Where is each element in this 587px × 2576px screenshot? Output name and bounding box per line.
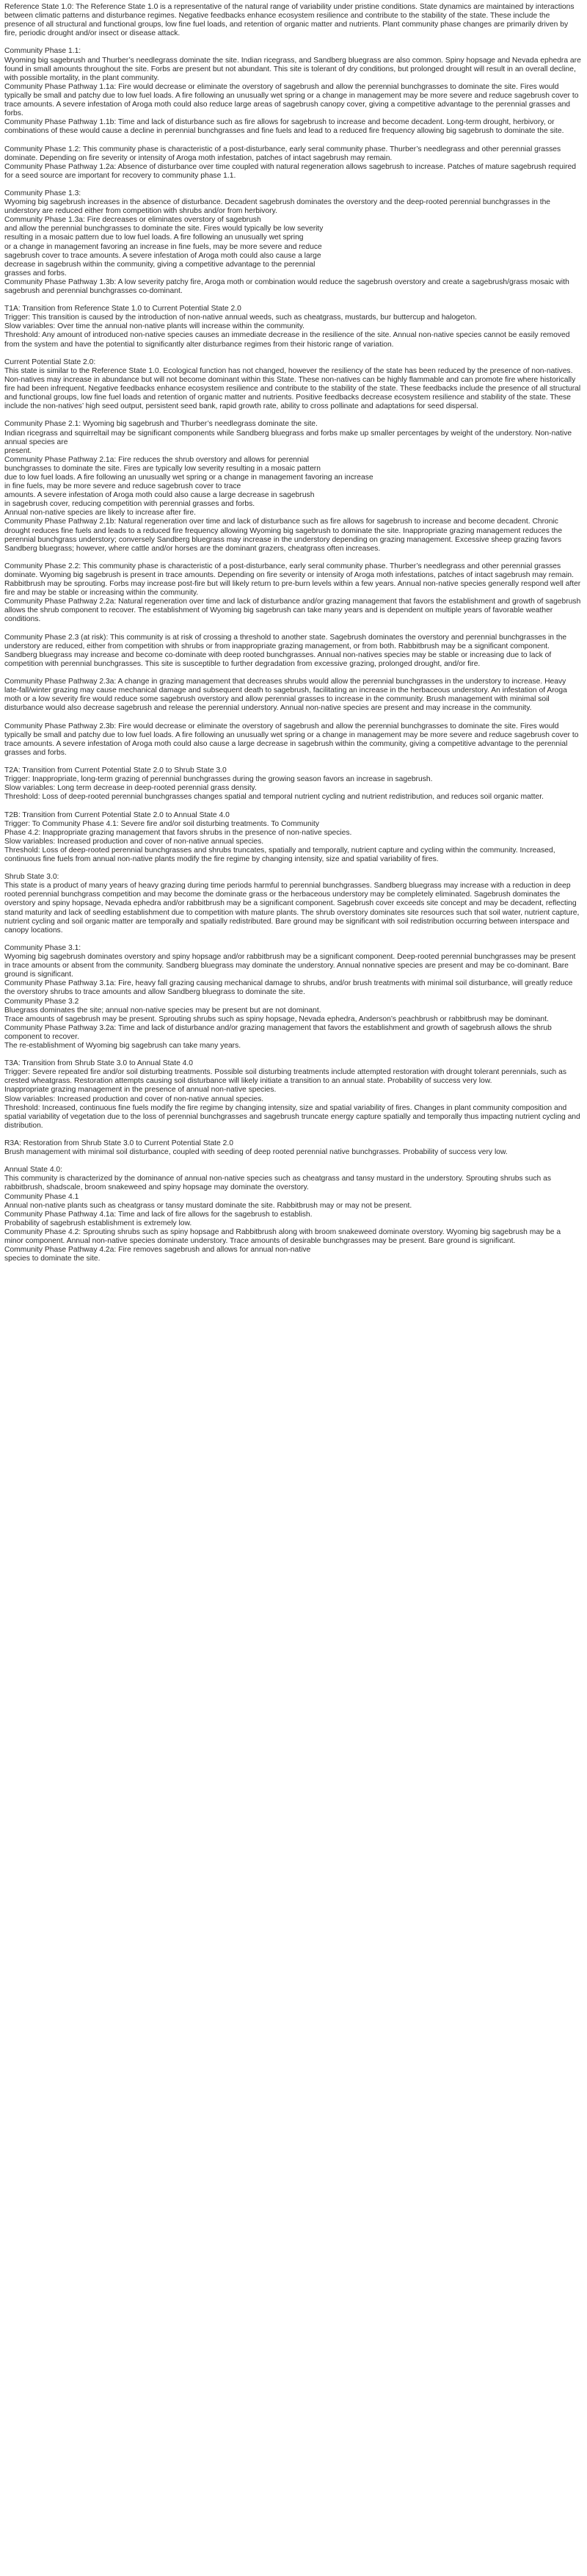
text-paragraph: Community Phase 4.2: Sprouting shrubs such as spiny hopsage and Rabbitbrush along with broom snakeweed dominate overstory. Wyoming big sagebrush may be a minor component. Annual non-native species dominate understory. Trace amounts of desirable bunchgrasses may be present. Bare ground is significant. (4, 1227, 563, 1246)
text-paragraph: Trigger: This transition is caused by the introduction of non-native annual weeds, such as cheatgrass, mustards, bur buttercup and halogeton. (4, 313, 477, 322)
section-7 (4, 420, 581, 553)
text-paragraph: Community Phase Pathway 2.1b: Natural regeneration over time and lack of disturbance such as fire allows for sagebrush to increase and become decadent. Chronic drought reduces fine fuels and leads to a reduced fire frequency allowing Wyoming big sagebrush to dominate the site. Inappropriate grazing management reduces the perennial bunchgrass understory; conversely Sandberg bluegrass may increase in the understory depending on grazing management. Excessive sheep grazing favors Sandberg bluegrass; however, where cattle and/or horses are the dominant grazers, cheatgrass often increases. (4, 518, 564, 553)
text-paragraph: Trigger: Severe repeated fire and/or soil disturbing treatments. Possible soil disturbing treatments include attempted restoration with drought tolerant perennials, such as crested wheatgrass. Restoration attempts causing soil disturbance will likely initiate a transition to an annual state. Probability of success very low. (4, 1068, 569, 1086)
text-paragraph: bunchgrasses to dominate the site. Fires are typically low severity resulting in a mosaic pattern (4, 464, 321, 473)
text-paragraph: Probability of sagebrush establishment is extremely low. (4, 1219, 192, 1227)
text-paragraph: Community Phase Pathway 4.1a: Time and lack of fire allows for the sagebrush to establish. (4, 1210, 313, 1219)
text-paragraph: Community Phase 2.3 (at risk): This community is at risk of crossing a threshold to another state. Sagebrush dominates the overstory and perennial bunchgrasses in the understory are reduced, either from competition with shrubs or from inappropriate grazing management, or from both. Rabbitbrush may be a significant component. Sandberg bluegrass may increase and become co-dominate with deep rooted bunchgrasses. Annual non-natives species may be stable or increasing due to lack of competition with perennial bunchgrasses. This site is susceptible to further degradation from excessive grazing, prolonged drought, and/or fire. (4, 633, 569, 668)
text-paragraph: Bluegrass dominates the site; annual non-native species may be present but are not dominant. (4, 1006, 321, 1015)
text-paragraph: sagebrush cover to trace amounts. A severe infestation of Aroga moth could also cause a large (4, 251, 321, 260)
text-paragraph: Slow variables: Long term decrease in deep-rooted perennial grass density. (4, 784, 257, 793)
section-5 (4, 305, 581, 349)
text-paragraph: Reference State 1.0: The Reference State 1.0 is a representative of the natural range of variability under pristine conditions. State dynamics are maintained by interactions between climatic patterns and disturbance regimes. Negative feedbacks enhance ecosystem resilience and contribute to the stability of the state. These include the presence of all structural and functional groups, low fine fuel loads, and retention of organic matter and nutrients. Plant community phase changes are primarily driven by fire, periodic drought and/or insect or disease attack. (4, 3, 577, 38)
text-paragraph: Annual non-native plants such as cheatgrass or tansy mustard dominate the site. Rabbitbrush may or may not be present. (4, 1201, 412, 1210)
text-paragraph: Shrub State 3.0: (4, 873, 59, 882)
text-paragraph: This community is characterized by the dominance of annual non-native species such as cheatgrass and tansy mustard in the understory. Sprouting shrubs such as rabbitbrush, shadscale, broom snakeweed and spiny hopsage may dominate the overstory. (4, 1175, 553, 1192)
text-paragraph: Inappropriate grazing management in the presence of annual non-native species. (4, 1086, 277, 1095)
text-paragraph: Community Phase Pathway 1.2a: Absence of disturbance over time coupled with natural regeneration allows sagebrush to increase. Patches of mature sagebrush required for a seed source are important for recovery to community phase 1.1. (4, 162, 578, 180)
text-paragraph: Wyoming big sagebrush and Thurber’s needlegrass dominate the site. Indian ricegrass, and Sandberg bluegrass are also common. Spiny hopsage and Nevada ephedra are found in small amounts throughout the site. Forbs are present but not abundant. This site is tolerant of dry conditions, but prolonged drought will result in an overall decline, with possible mortality, in the plant community. (4, 56, 583, 82)
section-18 (4, 1166, 581, 1263)
text-paragraph: Community Phase 4.1 (4, 1192, 79, 1201)
text-paragraph: decrease in sagebrush within the community, giving a competitive advantage to the perennial (4, 260, 316, 269)
text-paragraph: Brush management with minimal soil disturbance, coupled with seeding of deep rooted perennial native bunchgrasses. Probability of success very low. (4, 1148, 508, 1157)
section-11 (4, 722, 581, 758)
text-paragraph: species to dominate the site. (4, 1255, 101, 1263)
text-paragraph: Community Phase Pathway 1.1b: Time and lack of disturbance such as fire allows for sagebrush to increase and become decadent. Long-term drought, herbivory, or combinations of these would cause a decline in perennial bunchgrasses and fine fuels and lead to a reduced fire frequency allowing big sagebrush to dominate the site. (4, 118, 564, 136)
text-paragraph: Community Phase 1.1: (4, 47, 81, 56)
text-paragraph: Annual non-native species are likely to increase after fire. (4, 509, 196, 518)
text-paragraph: amounts. A severe infestation of Aroga moth could also cause a large decrease in sagebrush (4, 491, 315, 500)
text-paragraph: Community Phase Pathway 2.3b: Fire would decrease or eliminate the overstory of sagebrush and allow the perennial bunchgrasses to dominate the site. Fires would typically be small and patchy due to low fuel loads. A fire following an unusually wet spring or a change in management may be more severe and reduce sagebrush cover to trace amounts. A severe infestation of Aroga moth could also cause a large decrease in sagebrush within the community, giving a competitive advantage to the perennial grasses and forbs. (4, 722, 581, 757)
text-paragraph: Community Phase 2.2: This community phase is characteristic of a post-disturbance, early seral community phase. Thurber’s needlegrass and other perennial grasses dominate. Wyoming big sagebrush is present in trace amounts. Depending on fire severity or intensity of Aroga moth infestations, patches of intact sagebrush may remain. Rabbitbrush may be sprouting. Forbs may increase post-fire but will likely return to pre-burn levels within a few years. Annual non-native species generally respond well after fire and may be stable or increasing within the community. (4, 562, 583, 598)
text-paragraph: or a change in management favoring an increase in fine fuels, may be more severe and reduce (4, 242, 322, 251)
text-paragraph: R3A: Restoration from Shrub State 3.0 to Current Potential State 2.0 (4, 1139, 233, 1147)
text-paragraph: The re-establishment of Wyoming big sagebrush can take many years. (4, 1041, 241, 1050)
text-paragraph: Community Phase Pathway 1.3b: A low severity patchy fire, Aroga moth or combination would reduce the sagebrush overstory and create a sagebrush/grass mosaic with sagebrush and perennial bunchgrasses co-dominant. (4, 277, 572, 295)
text-paragraph: Phase 4.2: Inappropriate grazing management that favors shrubs in the presence of non-native species. (4, 828, 352, 837)
text-paragraph: Trigger: Inappropriate, long-term grazing of perennial bunchgrasses during the growing season favors an increase in sagebrush. (4, 775, 433, 784)
text-paragraph: Threshold: Loss of deep-rooted perennial bunchgrasses and shrubs truncates, spatially and temporally, nutrient capture and cycling within the community. Increased, continuous fine fuels from annual non-native plants modify the fire regime by changing intensity, size and spatial variability of fires. (4, 846, 558, 863)
text-paragraph: Threshold: Increased, continuous fine fuels modify the fire regime by changing intensity, size and spatial variability of fires. Changes in plant community composition and spatial variability of vegetation due to the loss of perennial bunchgrasses and sagebrush truncate energy capture spatially and temporally thus impacting nutrient cycling and distribution. (4, 1103, 583, 1130)
text-paragraph: present. (4, 446, 32, 455)
text-paragraph: T3A: Transition from Shrub State 3.0 to Annual State 4.0 (4, 1059, 193, 1068)
text-paragraph: Trigger: To Community Phase 4.1: Severe fire and/or soil disturbing treatments. To Community (4, 819, 320, 828)
text-paragraph: in fine fuels, may be more severe and reduce sagebrush cover to trace (4, 482, 241, 491)
section-2 (4, 47, 581, 136)
text-paragraph: Community Phase Pathway 1.1a: Fire would decrease or eliminate the overstory of sagebrush and allow the perennial bunchgrasses to dominate the site. Fires would typically be small and patchy due to low fuel loads. A fire following an unusually wet spring or a change in management may be more severe and reduce sagebrush cover to trace amounts. A severe infestation of Aroga moth could also reduce large areas of sagebrush canopy cover, giving a competitive advantage to the perennial grasses and forbs. (4, 82, 581, 118)
text-paragraph: Community Phase 2.1: Wyoming big sagebrush and Thurber’s needlegrass dominate the site. (4, 420, 318, 429)
text-paragraph: Annual State 4.0: (4, 1166, 63, 1175)
text-paragraph: and allow the perennial bunchgrasses to dominate the site. Fires would typically be low severity (4, 225, 324, 233)
section-16 (4, 1059, 581, 1131)
text-paragraph: Community Phase 1.3: (4, 189, 81, 197)
section-9 (4, 634, 581, 669)
section-14 (4, 873, 581, 935)
text-paragraph: Community Phase 1.3a: Fire decreases or eliminates overstory of sagebrush (4, 216, 261, 225)
section-1 (4, 3, 581, 38)
text-paragraph: Community Phase Pathway 4.2a: Fire removes sagebrush and allows for annual non-native (4, 1246, 311, 1255)
text-paragraph: Community Phase 1.2: This community phase is characteristic of a post-disturbance, early seral community phase. Thurber’s needlegrass and other perennial grasses dominate. Depending on fire severity or intensity of Aroga moth infestation, patches of intact sagebrush may remain. (4, 145, 564, 162)
text-paragraph: Community Phase Pathway 3.2a: Time and lack of disturbance and/or grazing management that favors the establishment and growth of sagebrush allows the shrub component to recover. (4, 1023, 554, 1041)
section-4 (4, 189, 581, 296)
text-paragraph: Community Phase Pathway 2.3a: A change in grazing management that decreases shrubs would allow the perennial bunchgrasses in the understory to increase. Heavy late-fall/winter grazing may cause mechanical damage and subsequent death to sagebrush, facilitating an increase in the herbaceous understory. An infestation of Aroga moth or a low severity fire would reduce some sagebrush overstory and allow perennial grasses to increase in the community. Brush management with minimal soil disturbance would also decrease sagebrush and release the perennial understory. Annual non-native species are present and may increase in the community. (4, 678, 569, 713)
text-paragraph: Wyoming big sagebrush increases in the absence of disturbance. Decadent sagebrush dominates the overstory and the deep-rooted perennial bunchgrasses in the understory are reduced either from competition with shrubs and/or from herbivory. (4, 198, 553, 216)
section-17 (4, 1139, 581, 1157)
text-paragraph: This state is a product of many years of heavy grazing during time periods harmful to perennial bunchgrasses. Sandberg bluegrass may increase with a reduction in deep rooted perennial bunchgrass competition and may become the dominate grass or the herbaceous understory may be completely eliminated. Sagebrush dominates the overstory and spiny hopsage, Nevada ephedra and/or rabbitbrush may be a significant component. Sagebrush cover exceeds site concept and may be decadent, reflecting stand maturity and lack of seedling establishment due to competition with mature plants. The shrub overstory dominates site resources such that soil water, nutrient capture, nutrient cycling and soil organic matter are temporally and spatially redistributed. Bare ground may be significant with soil redistribution occurring between interspace and canopy locations. (4, 882, 582, 935)
text-paragraph: Slow variables: Increased production and cover of non-native annual species. (4, 837, 264, 846)
text-paragraph: Slow variables: Over time the annual non-native plants will increase within the community. (4, 322, 305, 331)
text-paragraph: Trace amounts of sagebrush may be present. Sprouting shrubs such as spiny hopsage, Nevada ephedra, Anderson’s peachbrush or rabbitbrush may be dominant. (4, 1015, 549, 1023)
section-13 (4, 811, 581, 865)
section-3 (4, 145, 581, 181)
text-paragraph: Community Phase Pathway 2.2a: Natural regeneration over time and lack of disturbance and/or grazing management that favors the establishment and growth of sagebrush allows the shrub component to recover. The establishment of Wyoming big sagebrush can take many years and is dependent on multiple years of favorable weather conditions. (4, 598, 583, 624)
text-paragraph: due to low fuel loads. A fire following an unusually wet spring or a change in management favoring an increase (4, 473, 373, 482)
text-paragraph: This state is similar to the Reference State 1.0. Ecological function has not changed, however the resiliency of the state has been reduced by the presence of non-natives. Non-natives may increase in abundance but will not become dominant within this State. These non-natives can be highly flammable and can promote fire where historically fire had been infrequent. Negative feedbacks enhance ecosystem resilience and contribute to the stability of the state. These feedbacks include the presence of all structural and functional groups, low fine fuel loads and retention of organic matter and nutrients. Positive feedbacks decrease ecosystem resilience and stability of the state. These include the non-natives’ high seed output, persistent seed bank, rapid growth rate, ability to cross pollinate and adaptations for seed dispersal. (4, 366, 583, 411)
section-10 (4, 678, 581, 713)
document-body (0, 0, 587, 1263)
section-15 (4, 944, 581, 1051)
text-paragraph: grasses and forbs. (4, 269, 67, 277)
text-paragraph: Threshold: Loss of deep-rooted perennial bunchgrasses changes spatial and temporal nutrient cycling and nutrient redistribution, and reduces soil organic matter. (4, 793, 544, 802)
text-paragraph: T2A: Transition from Current Potential State 2.0 to Shrub State 3.0 (4, 766, 227, 775)
text-paragraph: Community Phase 3.2 (4, 997, 79, 1006)
text-paragraph: in sagebrush cover, reducing competition with perennial grasses and forbs. (4, 500, 255, 509)
section-6 (4, 358, 581, 412)
section-12 (4, 766, 581, 802)
section-8 (4, 562, 581, 625)
text-paragraph: resulting in a mosaic pattern due to low fuel loads. A fire following an unusually wet spring (4, 233, 304, 242)
text-paragraph: Slow variables: Increased production and cover of non-native annual species. (4, 1095, 264, 1103)
text-paragraph: T1A: Transition from Reference State 1.0 to Current Potential State 2.0 (4, 305, 241, 313)
text-paragraph: Threshold: Any amount of introduced non-native species causes an immediate decrease in the resilience of the site. Annual non-native species cannot be easily removed from the system and have the potential to significantly alter disturbance regimes from their historic range of variation. (4, 331, 572, 349)
text-paragraph: Current Potential State 2.0: (4, 358, 96, 366)
text-paragraph: Community Phase 3.1: (4, 943, 81, 952)
text-paragraph: Community Phase Pathway 3.1a: Fire, heavy fall grazing causing mechanical damage to shrubs, and/or brush treatments with minimal soil disturbance, will greatly reduce the overstory shrubs to trace amounts and allow Sandberg bluegrass to dominate the site. (4, 979, 575, 997)
text-paragraph: Community Phase Pathway 2.1a: Fire reduces the shrub overstory and allows for perennial (4, 455, 309, 464)
text-paragraph: T2B: Transition from Current Potential State 2.0 to Annual State 4.0 (4, 810, 230, 819)
text-paragraph: Wyoming big sagebrush dominates overstory and spiny hopsage and/or rabbitbrush may be a significant component. Deep-rooted perennial bunchgrasses may be present in trace amounts or absent from the community. Sandberg bluegrass may dominate the understory. Annual nonnative species are present and may be co-dominant. Bare ground is significant. (4, 953, 578, 979)
text-paragraph: Indian ricegrass and squirreltail may be significant components while Sandberg bluegrass and forbs make up smaller percentages by weight of the understory. Non-native annual species are (4, 429, 574, 446)
